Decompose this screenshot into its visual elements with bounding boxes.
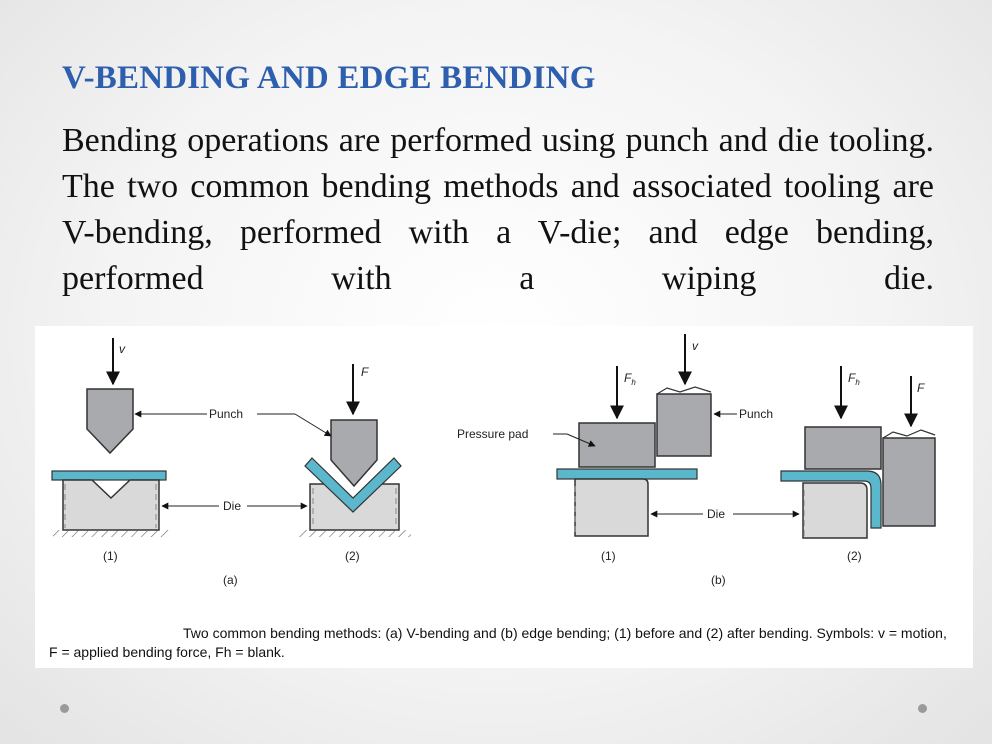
die-label: Die xyxy=(223,499,242,513)
bending-figure xyxy=(35,326,973,668)
ground-hatch xyxy=(53,530,169,537)
motion-label: v xyxy=(692,339,698,353)
pressure-pad xyxy=(579,423,655,467)
slide-decoration-dot-right xyxy=(918,704,927,713)
pressure-pad xyxy=(805,427,881,469)
punch xyxy=(657,394,711,456)
force-label: F xyxy=(361,365,369,379)
stage-2-label: (2) xyxy=(345,549,360,563)
slide-body-text: Bending operations are performed using punch and die tooling. The two common bending methods and associated tooling are V-bending, performed with a V-die; and edge bending, performed with a wiping die. xyxy=(62,122,934,297)
blank-force-label: $F_h$ xyxy=(848,371,860,387)
figure-caption: Two common bending methods: (a) V-bending and (b) edge bending; (1) before and (2) after bending. Symbols: v = motion, F = applied bending force, Fh = blank. xyxy=(49,625,947,660)
punch-label: Punch xyxy=(739,407,774,421)
slide-title: V-BENDING AND EDGE BENDING xyxy=(62,60,596,96)
punch-label: Punch xyxy=(209,407,244,421)
bending-diagram xyxy=(35,326,973,668)
v-bending-before xyxy=(52,338,169,537)
stage-1-label: (1) xyxy=(601,549,616,563)
punch xyxy=(87,389,133,453)
ground-hatch xyxy=(299,530,411,537)
v-die xyxy=(63,480,159,530)
pressure-pad-label: Pressure pad xyxy=(457,427,529,441)
die-label: Die xyxy=(707,507,726,521)
wiping-die xyxy=(803,483,867,538)
v-bending-after xyxy=(299,364,411,537)
blank-force-label: $F_h$ xyxy=(624,371,636,387)
motion-label: v xyxy=(119,342,125,356)
wiping-die xyxy=(575,479,648,536)
punch xyxy=(331,420,377,486)
part-a-label: (a) xyxy=(223,573,238,587)
stage-1-label: (1) xyxy=(103,549,118,563)
punch xyxy=(883,438,935,526)
slide-decoration-dot-left xyxy=(60,704,69,713)
edge-bending-before xyxy=(557,334,711,536)
force-label: F xyxy=(917,381,925,395)
part-b-label: (b) xyxy=(711,573,726,587)
stage-2-label: (2) xyxy=(847,549,862,563)
sheet-metal xyxy=(557,469,697,479)
sheet-metal xyxy=(52,471,166,480)
edge-bending-after xyxy=(781,366,935,538)
